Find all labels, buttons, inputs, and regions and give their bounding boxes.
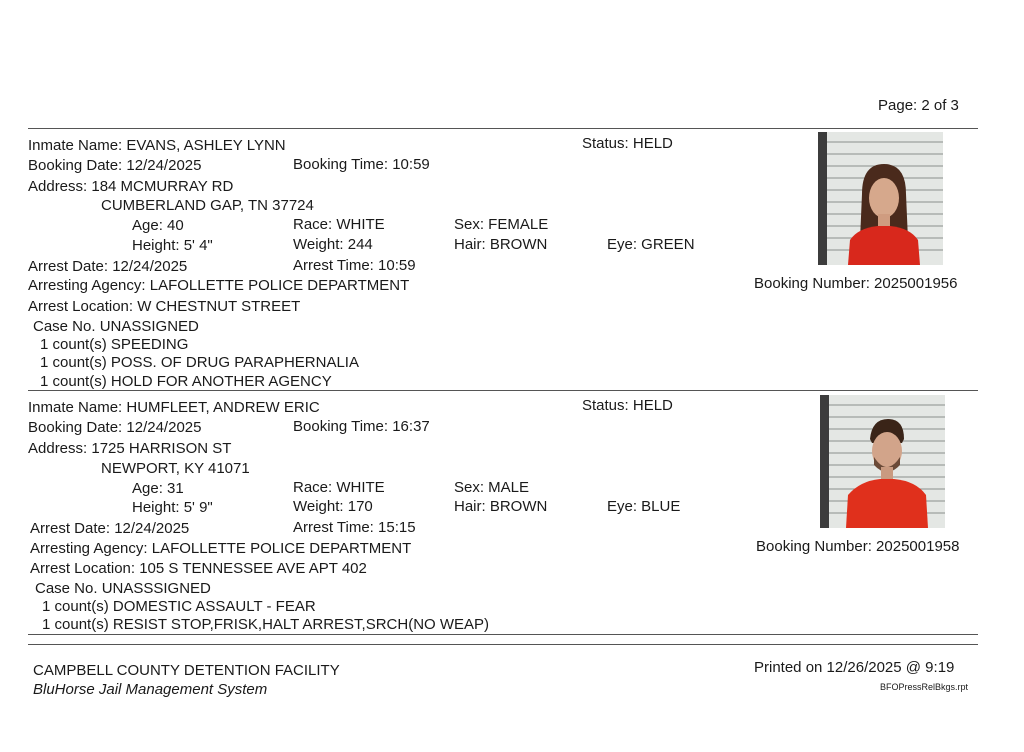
hair: Hair: BROWN [454, 498, 548, 515]
record-divider [28, 128, 978, 129]
arrest-location: Arrest Location: W CHESTNUT STREET [28, 298, 301, 315]
case-number: Case No. UNASSIGNED [33, 318, 199, 335]
booking-number: Booking Number: 2025001958 [756, 538, 960, 555]
charge: 1 count(s) HOLD FOR ANOTHER AGENCY [40, 373, 332, 390]
charge: 1 count(s) RESIST STOP,FRISK,HALT ARREST,SRCH(NO WEAP) [42, 616, 490, 633]
age: Age: 40 [132, 217, 184, 234]
record-divider [28, 390, 978, 391]
status: Status: HELD [582, 135, 673, 152]
arrest-date: Arrest Date: 12/24/2025 [28, 258, 188, 275]
charge: 1 count(s) SPEEDING [40, 336, 189, 353]
height: Height: 5' 4" [132, 237, 213, 254]
address-line-1: Address: 1725 HARRISON ST [28, 440, 232, 457]
arresting-agency: Arresting Agency: LAFOLLETTE POLICE DEPARTMENT [30, 540, 412, 557]
booking-number: Booking Number: 2025001956 [754, 275, 958, 292]
booking-photo-male [820, 395, 945, 528]
race: Race: WHITE [293, 479, 385, 496]
booking-date: Booking Date: 12/24/2025 [28, 157, 202, 174]
status: Status: HELD [582, 397, 673, 414]
arrest-time: Arrest Time: 15:15 [293, 519, 416, 536]
booking-time: Booking Time: 10:59 [293, 156, 430, 173]
charge: 1 count(s) POSS. OF DRUG PARAPHERNALIA [40, 354, 359, 371]
hair: Hair: BROWN [454, 236, 548, 253]
system-name: BluHorse Jail Management System [33, 681, 268, 698]
weight: Weight: 244 [293, 236, 373, 253]
address-line-2: CUMBERLAND GAP, TN 37724 [101, 197, 314, 214]
arrest-location: Arrest Location: 105 S TENNESSEE AVE APT 402 [30, 560, 367, 577]
eye: Eye: GREEN [607, 236, 695, 253]
report-name: BFOPressRelBkgs.rpt [880, 682, 969, 692]
arrest-time: Arrest Time: 10:59 [293, 257, 416, 274]
arrest-date: Arrest Date: 12/24/2025 [30, 520, 190, 537]
charge: 1 count(s) DOMESTIC ASSAULT - FEAR [42, 598, 316, 615]
inmate-name: Inmate Name: HUMFLEET, ANDREW ERIC [28, 399, 320, 416]
age: Age: 31 [132, 480, 184, 497]
case-number: Case No. UNASSSIGNED [35, 580, 211, 597]
eye: Eye: BLUE [607, 498, 681, 515]
booking-date: Booking Date: 12/24/2025 [28, 419, 202, 436]
height: Height: 5' 9" [132, 499, 213, 516]
race: Race: WHITE [293, 216, 385, 233]
record-divider [28, 634, 978, 635]
booking-time: Booking Time: 16:37 [293, 418, 430, 435]
inmate-name: Inmate Name: EVANS, ASHLEY LYNN [28, 137, 286, 154]
weight: Weight: 170 [293, 498, 373, 515]
address-line-1: Address: 184 MCMURRAY RD [28, 178, 234, 195]
facility-name: CAMPBELL COUNTY DETENTION FACILITY [33, 662, 340, 679]
arresting-agency: Arresting Agency: LAFOLLETTE POLICE DEPARTMENT [28, 277, 410, 294]
printed-timestamp: Printed on 12/26/2025 @ 9:19 [754, 659, 955, 676]
page-number: Page: 2 of 3 [878, 97, 959, 114]
sex: Sex: FEMALE [454, 216, 549, 233]
footer-divider [28, 644, 978, 645]
booking-photo-female [818, 132, 943, 265]
address-line-2: NEWPORT, KY 41071 [101, 460, 250, 477]
sex: Sex: MALE [454, 479, 530, 496]
